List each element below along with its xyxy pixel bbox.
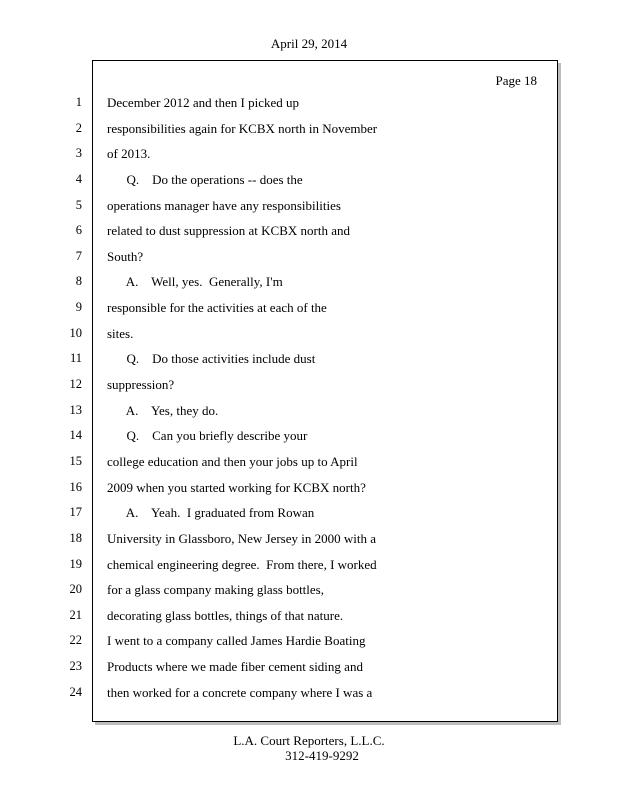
line-number: 11 [69, 351, 82, 366]
line-number: 19 [69, 556, 82, 571]
line-number: 18 [69, 530, 82, 545]
line-number-column [60, 94, 82, 709]
line-number: 12 [69, 377, 82, 392]
transcript-line: Q. Do the operations -- does the [107, 171, 303, 187]
transcript-line: I went to a company called James Hardie Boating [107, 633, 366, 649]
line-number: 24 [69, 684, 82, 699]
footer-phone: 312-419-9292 [285, 748, 359, 763]
line-number: 9 [75, 300, 82, 315]
transcript-line: college education and then your jobs up to April [107, 453, 358, 469]
transcript-line: chemical engineering degree. From there, I worked [107, 556, 377, 572]
transcript-line: 2009 when you started working for KCBX north? [107, 479, 366, 495]
line-number: 10 [69, 325, 82, 340]
line-number: 7 [75, 248, 82, 263]
transcript-line: for a glass company making glass bottles, [107, 582, 324, 598]
footer-company: L.A. Court Reporters, L.L.C. [233, 733, 385, 748]
transcript-line: responsible for the activities at each of the [107, 300, 327, 316]
footer [0, 733, 618, 763]
line-number: 8 [75, 274, 82, 289]
line-number: 4 [75, 171, 82, 186]
line-number: 17 [69, 505, 82, 520]
transcript-line: sites. [107, 325, 134, 341]
line-number: 1 [75, 95, 82, 109]
page-number: Page 18 [495, 73, 537, 88]
transcript-line: operations manager have any responsibilities [107, 197, 341, 213]
line-number: 15 [69, 453, 82, 468]
line-number: 23 [69, 659, 82, 674]
transcript-line: responsibilities again for KCBX north in November [107, 120, 378, 136]
transcript-line: of 2013. [107, 146, 151, 162]
transcript-line: December 2012 and then I picked up [107, 95, 300, 110]
transcript-line: then worked for a concrete company where I was a [107, 684, 373, 700]
transcript-line: University in Glassboro, New Jersey in 2000 with a [107, 530, 376, 546]
line-number: 22 [69, 633, 82, 648]
line-number: 6 [75, 223, 82, 238]
transcript-line: decorating glass bottles, things of that nature. [107, 607, 344, 623]
transcript-line: South? [107, 248, 144, 264]
line-number: 16 [69, 479, 82, 494]
transcript-line: Q. Can you briefly describe your [107, 428, 308, 444]
line-number: 13 [69, 402, 82, 417]
header-date: April 29, 2014 [270, 36, 348, 51]
transcript-text [107, 94, 547, 709]
line-number: 21 [69, 607, 82, 622]
line-number: 14 [69, 428, 82, 443]
line-number: 2 [75, 120, 82, 135]
line-number: 5 [75, 197, 82, 212]
transcript-line: suppression? [107, 377, 175, 393]
line-number: 3 [75, 146, 82, 161]
transcript-line: Q. Do those activities include dust [107, 351, 316, 367]
transcript-line: A. Well, yes. Generally, I'm [107, 274, 283, 290]
line-number: 20 [69, 582, 82, 597]
transcript-line: Products where we made fiber cement siding and [107, 659, 363, 675]
transcript-line: A. Yeah. I graduated from Rowan [107, 505, 315, 521]
transcript-line: A. Yes, they do. [107, 402, 219, 418]
transcript-line: related to dust suppression at KCBX north and [107, 223, 350, 239]
